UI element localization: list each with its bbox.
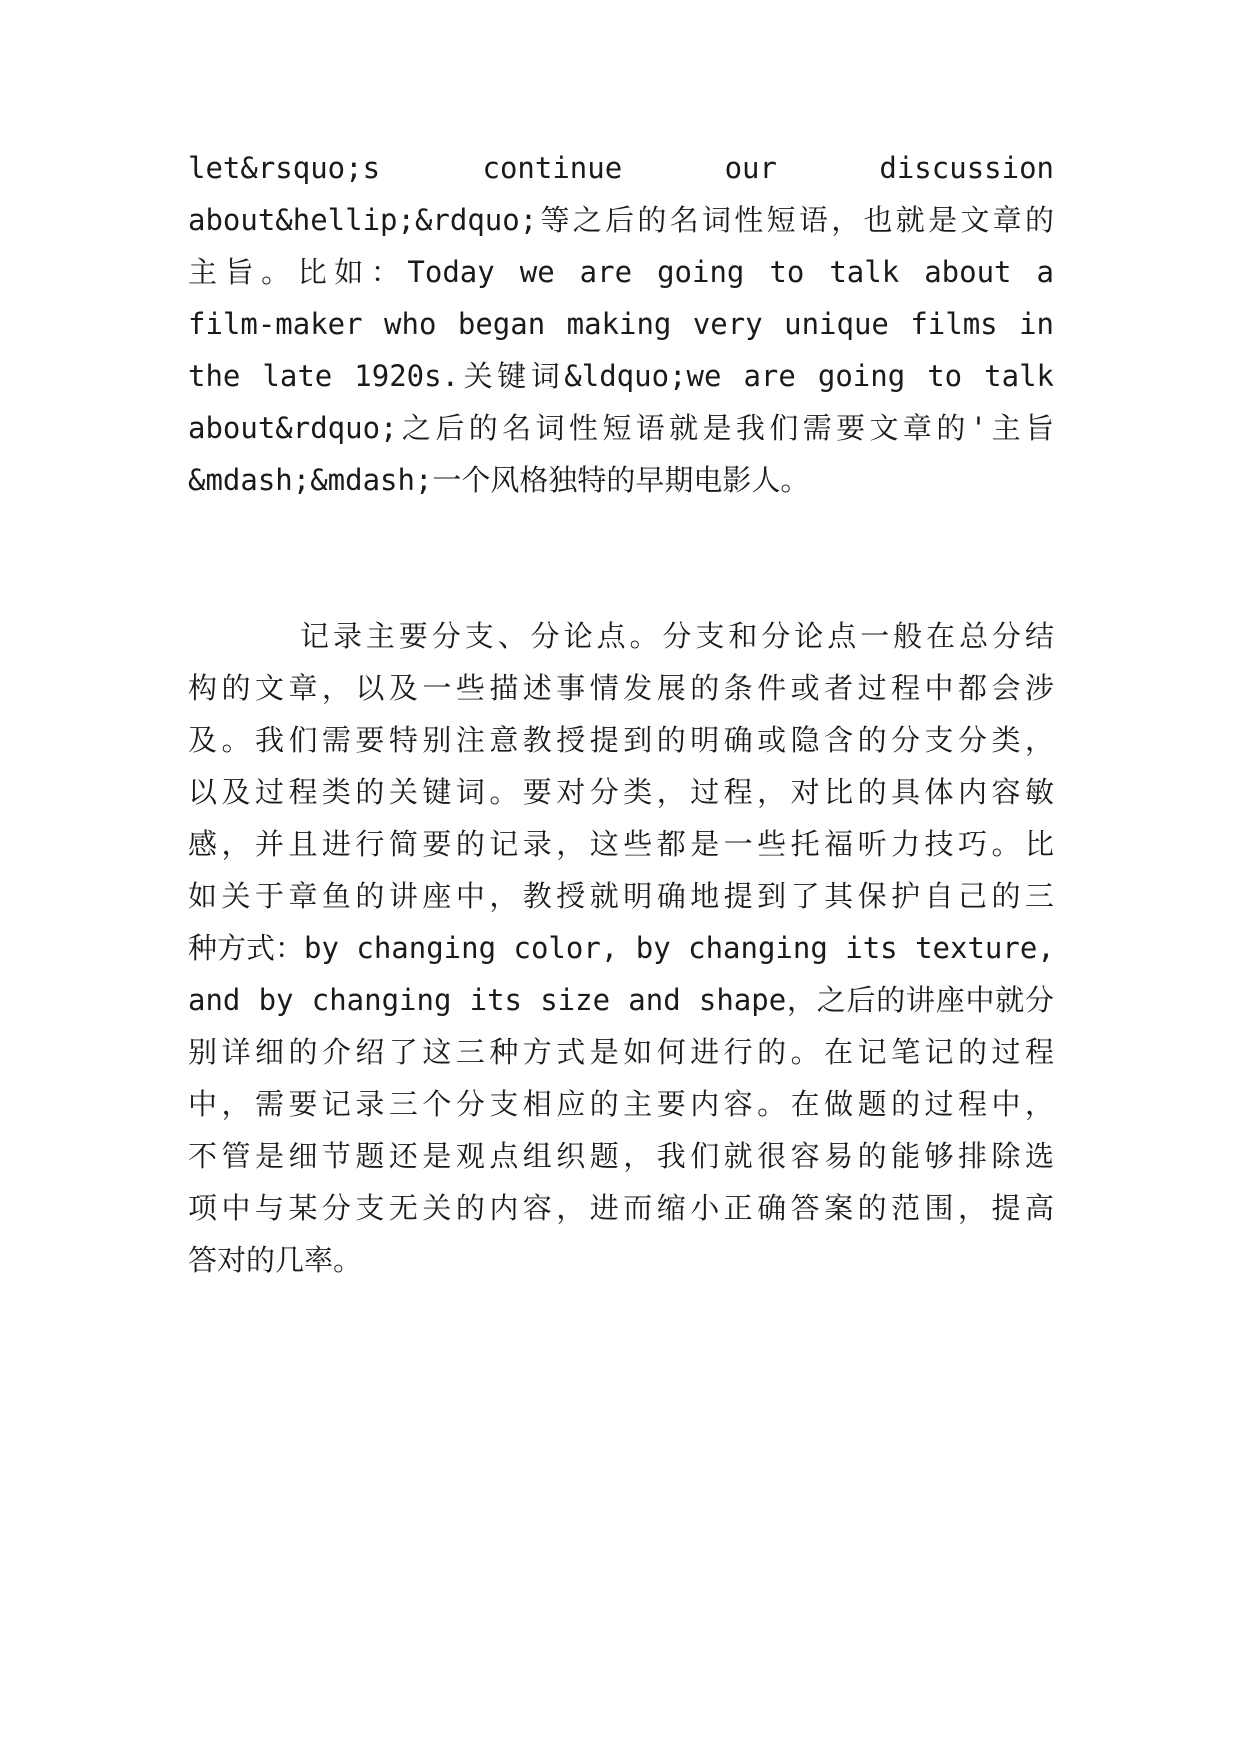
paragraph-line: the late 1920s.关键词&ldquo;we are going to talk — [188, 359, 1054, 393]
paragraph-line: 及。我们需要特别注意教授提到的明确或隐含的分支分类， — [188, 723, 1054, 757]
paragraph-line: 以及过程类的关键词。要对分类，过程，对比的具体内容敏 — [188, 775, 1054, 809]
paragraph-line: 记录主要分支、分论点。分支和分论点一般在总分结 — [300, 619, 1054, 653]
paragraph-line: 别详细的介绍了这三种方式是如何进行的。在记笔记的过程 — [188, 1035, 1054, 1069]
paragraph-line: 种方式：by changing color, by changing its texture, — [188, 931, 1055, 965]
paragraph-line: &mdash;&mdash;一个风格独特的早期电影人。 — [188, 463, 810, 497]
paragraph-line: 不管是细节题还是观点组织题，我们就很容易的能够排除选 — [188, 1139, 1054, 1173]
paragraph-line: about&rdquo;之后的名词性短语就是我们需要文章的'主旨 — [188, 411, 1054, 445]
paragraph-line: let&rsquo;s continue our discussion — [188, 151, 1054, 185]
paragraph-line: film-maker who began making very unique films in — [188, 307, 1054, 341]
paragraph-line: 中，需要记录三个分支相应的主要内容。在做题的过程中， — [188, 1087, 1054, 1121]
paragraph-line: about&hellip;&rdquo;等之后的名词性短语，也就是文章的 — [188, 203, 1054, 237]
paragraph-line: and by changing its size and shape，之后的讲座中就分 — [188, 983, 1054, 1017]
paragraph-line: 答对的几率。 — [188, 1243, 363, 1277]
paragraph-line: 主旨。比如：Today we are going to talk about a — [188, 255, 1054, 289]
paragraph-line: 构的文章，以及一些描述事情发展的条件或者过程中都会涉 — [188, 671, 1054, 705]
paragraph-line: 感，并且进行简要的记录，这些都是一些托福听力技巧。比 — [188, 827, 1054, 861]
paragraph-line: 如关于章鱼的讲座中，教授就明确地提到了其保护自己的三 — [188, 879, 1054, 913]
paragraph-line: 项中与某分支无关的内容，进而缩小正确答案的范围，提高 — [188, 1191, 1054, 1225]
